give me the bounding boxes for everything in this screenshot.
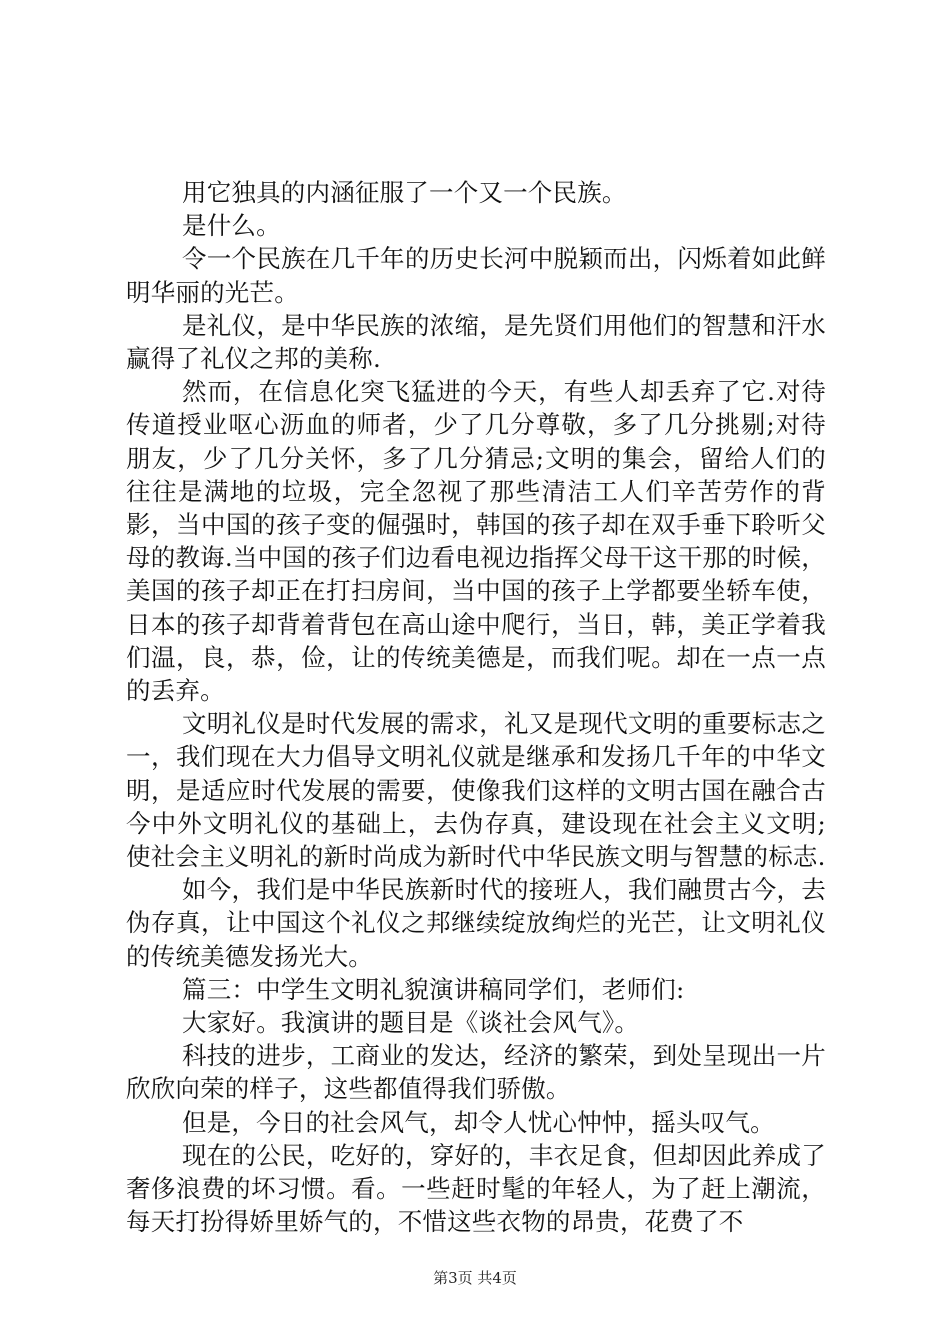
paragraph: 文明礼仪是时代发展的需求，礼又是现代文明的重要标志之一，我们现在大力倡导文明礼仪就是继承和发扬几千年的中华文明，是适应时代发展的需要，使像我们这样的文明古国在融合古今中外文明礼仪的基础上，去伪存真，建设现在社会主义文明;使社会主义明礼的新时尚成为新时代中华民族文明与智慧的标志. [126,709,826,872]
paragraph: 科技的进步，工商业的发达，经济的繁荣，到处呈现出一片欣欣向荣的样子，这些都值得我们骄傲。 [126,1041,826,1104]
paragraph: 大家好。我演讲的题目是《谈社会风气》。 [182,1008,640,1038]
paragraph: 用它独具的内涵征服了一个又一个民族。 [182,178,627,207]
section-heading: 篇三：中学生文明礼貌演讲稿同学们，老师们: [182,974,685,1004]
page-number: 第3页 共4页 [433,1269,517,1287]
paragraph: 是什么。 [182,211,281,241]
document-body [126,176,826,1239]
paragraph: 如今，我们是中华民族新时代的接班人，我们融贯古今，去伪存真，让中国这个礼仪之邦继续绽放绚烂的光芒，让文明礼仪的传统美德发扬光大。 [126,875,826,971]
paragraph: 令一个民族在几千年的历史长河中脱颖而出，闪烁着如此鲜明华丽的光芒。 [126,244,826,307]
paragraph: 但是，今日的社会风气，却令人忧心忡忡，摇头叹气。 [182,1107,775,1137]
paragraph: 现在的公民，吃好的，穿好的，丰衣足食，但却因此养成了奢侈浪费的坏习惯。看。一些赶时髦的年轻人，为了赶上潮流，每天打扮得娇里娇气的，不惜这些衣物的昂贵，花费了不 [126,1140,826,1237]
paragraph: 是礼仪，是中华民族的浓缩，是先贤们用他们的智慧和汗水赢得了礼仪之邦的美称. [126,310,826,374]
paragraph: 然而，在信息化突飞猛进的今天，有些人却丢弃了它.对待传道授业呕心沥血的师者，少了几分尊敬，多了几分挑剔;对待朋友，少了几分关怀，多了几分猜忌;文明的集会，留给人们的往往是满地的垃圾，完全忽视了那些清洁工人们辛苦劳作的背影，当中国的孩子变的倔强时，韩国的孩子却在双手垂下聆听父母的教诲.当中国的孩子们边看电视边指挥父母干这干那的时候，美国的孩子却正在打扫房间，当中国的孩子上学都要坐轿车使，日本的孩子却背着背包在高山途中爬行，当日，韩，美正学着我们温，良，恭，俭，让的传统美德是，而我们呢。却在一点一点的丢弃。 [126,377,826,706]
page-footer [0,1268,950,1288]
